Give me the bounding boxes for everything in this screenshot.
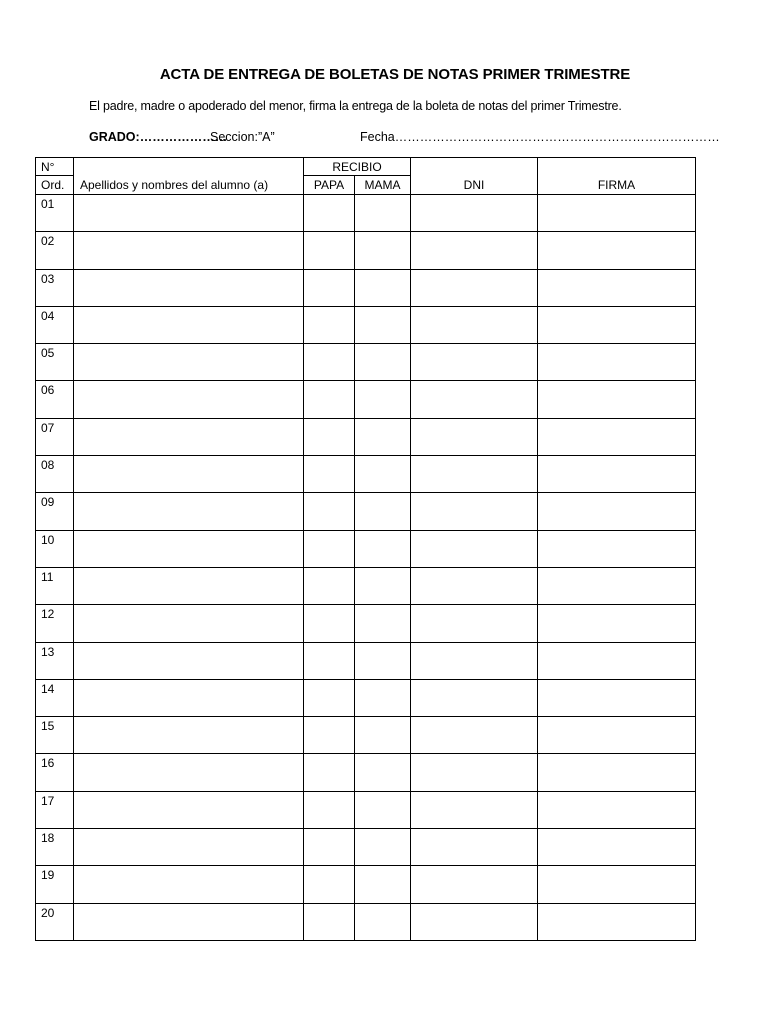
header-papa: PAPA [304,176,355,195]
table-row [36,232,696,269]
table-row [36,195,696,232]
row-number: 18 [36,829,74,866]
signature-cell[interactable] [538,679,696,716]
papa-cell[interactable] [304,866,355,903]
table-row [36,829,696,866]
mama-cell[interactable] [355,269,411,306]
signature-cell[interactable] [538,418,696,455]
mama-cell[interactable] [355,567,411,604]
signature-cell[interactable] [538,269,696,306]
dni-cell[interactable] [411,344,538,381]
dni-cell[interactable] [411,195,538,232]
row-number: 02 [36,232,74,269]
mama-cell[interactable] [355,456,411,493]
table-row [36,456,696,493]
mama-cell[interactable] [355,679,411,716]
papa-cell[interactable] [304,567,355,604]
fecha-field: Fecha…………………………………………………………………… [360,130,720,144]
row-number: 10 [36,530,74,567]
signature-cell[interactable] [538,717,696,754]
papa-cell[interactable] [304,642,355,679]
student-name-cell[interactable] [74,232,304,269]
mama-cell[interactable] [355,530,411,567]
table-row [36,418,696,455]
row-number: 04 [36,306,74,343]
signature-cell[interactable] [538,605,696,642]
student-name-cell[interactable] [74,344,304,381]
mama-cell[interactable] [355,791,411,828]
row-number: 08 [36,456,74,493]
signature-cell[interactable] [538,866,696,903]
table-row [36,381,696,418]
dni-cell[interactable] [411,456,538,493]
table-row [36,567,696,604]
signature-cell[interactable] [538,232,696,269]
student-name-cell[interactable] [74,791,304,828]
row-number: 11 [36,567,74,604]
dni-cell[interactable] [411,605,538,642]
signature-cell[interactable] [538,381,696,418]
signature-cell[interactable] [538,903,696,940]
dni-cell[interactable] [411,717,538,754]
row-number: 16 [36,754,74,791]
table-row [36,306,696,343]
student-name-cell[interactable] [74,381,304,418]
signature-cell[interactable] [538,567,696,604]
papa-cell[interactable] [304,456,355,493]
table-row [36,866,696,903]
papa-cell[interactable] [304,493,355,530]
student-name-cell[interactable] [74,493,304,530]
signature-cell[interactable] [538,306,696,343]
mama-cell[interactable] [355,717,411,754]
dni-cell[interactable] [411,903,538,940]
papa-cell[interactable] [304,903,355,940]
papa-cell[interactable] [304,605,355,642]
signature-cell[interactable] [538,530,696,567]
dni-cell[interactable] [411,754,538,791]
student-name-cell[interactable] [74,456,304,493]
row-number: 06 [36,381,74,418]
mama-cell[interactable] [355,829,411,866]
papa-cell[interactable] [304,269,355,306]
delivery-table [35,157,696,941]
grado-field: GRADO:………………… [89,130,228,144]
mama-cell[interactable] [355,344,411,381]
intro-text: El padre, madre o apoderado del menor, firma la entrega de la boleta de notas del primer Trimestre. [89,99,622,113]
mama-cell[interactable] [355,754,411,791]
row-number: 14 [36,679,74,716]
mama-cell[interactable] [355,232,411,269]
dni-cell[interactable] [411,679,538,716]
student-name-cell[interactable] [74,306,304,343]
papa-cell[interactable] [304,381,355,418]
signature-cell[interactable] [538,791,696,828]
row-number: 03 [36,269,74,306]
dni-cell[interactable] [411,530,538,567]
papa-cell[interactable] [304,344,355,381]
header-ord: Ord. [36,176,74,195]
student-name-cell[interactable] [74,679,304,716]
row-number: 20 [36,903,74,940]
papa-cell[interactable] [304,418,355,455]
student-name-cell[interactable] [74,866,304,903]
signature-cell[interactable] [538,456,696,493]
table-row [36,642,696,679]
signature-cell[interactable] [538,195,696,232]
table-row [36,344,696,381]
signature-cell[interactable] [538,829,696,866]
papa-cell[interactable] [304,679,355,716]
student-name-cell[interactable] [74,903,304,940]
table-row [36,493,696,530]
header-row-1 [36,158,696,176]
mama-cell[interactable] [355,306,411,343]
student-name-cell[interactable] [74,530,304,567]
dni-cell[interactable] [411,791,538,828]
row-number: 09 [36,493,74,530]
student-name-cell[interactable] [74,418,304,455]
document-title: ACTA DE ENTREGA DE BOLETAS DE NOTAS PRIMER TRIMESTRE [159,66,631,83]
mama-cell[interactable] [355,605,411,642]
student-name-cell[interactable] [74,567,304,604]
dni-cell[interactable] [411,866,538,903]
student-name-cell[interactable] [74,195,304,232]
seccion-field: Seccion:”A” [210,130,275,144]
dni-cell[interactable] [411,232,538,269]
row-number: 19 [36,866,74,903]
dni-cell[interactable] [411,642,538,679]
table-row [36,903,696,940]
mama-cell[interactable] [355,195,411,232]
table-row [36,605,696,642]
mama-cell[interactable] [355,642,411,679]
student-name-cell[interactable] [74,642,304,679]
header-dni: DNI [411,158,538,195]
student-name-cell[interactable] [74,829,304,866]
row-number: 17 [36,791,74,828]
mama-cell[interactable] [355,903,411,940]
student-name-cell[interactable] [74,605,304,642]
row-number: 05 [36,344,74,381]
dni-cell[interactable] [411,418,538,455]
header-nombres: Apellidos y nombres del alumno (a) [74,158,304,195]
header-firma: FIRMA [538,158,696,195]
student-name-cell[interactable] [74,754,304,791]
table-row [36,754,696,791]
signature-cell[interactable] [538,493,696,530]
papa-cell[interactable] [304,530,355,567]
papa-cell[interactable] [304,306,355,343]
dni-cell[interactable] [411,493,538,530]
mama-cell[interactable] [355,418,411,455]
papa-cell[interactable] [304,754,355,791]
row-number: 12 [36,605,74,642]
mama-cell[interactable] [355,493,411,530]
header-recibio: RECIBIO [304,158,411,176]
row-number: 15 [36,717,74,754]
header-mama: MAMA [355,176,411,195]
mama-cell[interactable] [355,866,411,903]
dni-cell[interactable] [411,269,538,306]
table-row [36,717,696,754]
row-number: 13 [36,642,74,679]
signature-cell[interactable] [538,344,696,381]
table-row [36,269,696,306]
row-number: 01 [36,195,74,232]
mama-cell[interactable] [355,381,411,418]
dni-cell[interactable] [411,381,538,418]
papa-cell[interactable] [304,791,355,828]
student-name-cell[interactable] [74,717,304,754]
dni-cell[interactable] [411,829,538,866]
papa-cell[interactable] [304,829,355,866]
table-row [36,530,696,567]
table-row [36,679,696,716]
header-no: N° [36,158,74,176]
student-name-cell[interactable] [74,269,304,306]
papa-cell[interactable] [304,195,355,232]
signature-cell[interactable] [538,754,696,791]
papa-cell[interactable] [304,232,355,269]
dni-cell[interactable] [411,567,538,604]
signature-cell[interactable] [538,642,696,679]
papa-cell[interactable] [304,717,355,754]
table-row [36,791,696,828]
row-number: 07 [36,418,74,455]
dni-cell[interactable] [411,306,538,343]
